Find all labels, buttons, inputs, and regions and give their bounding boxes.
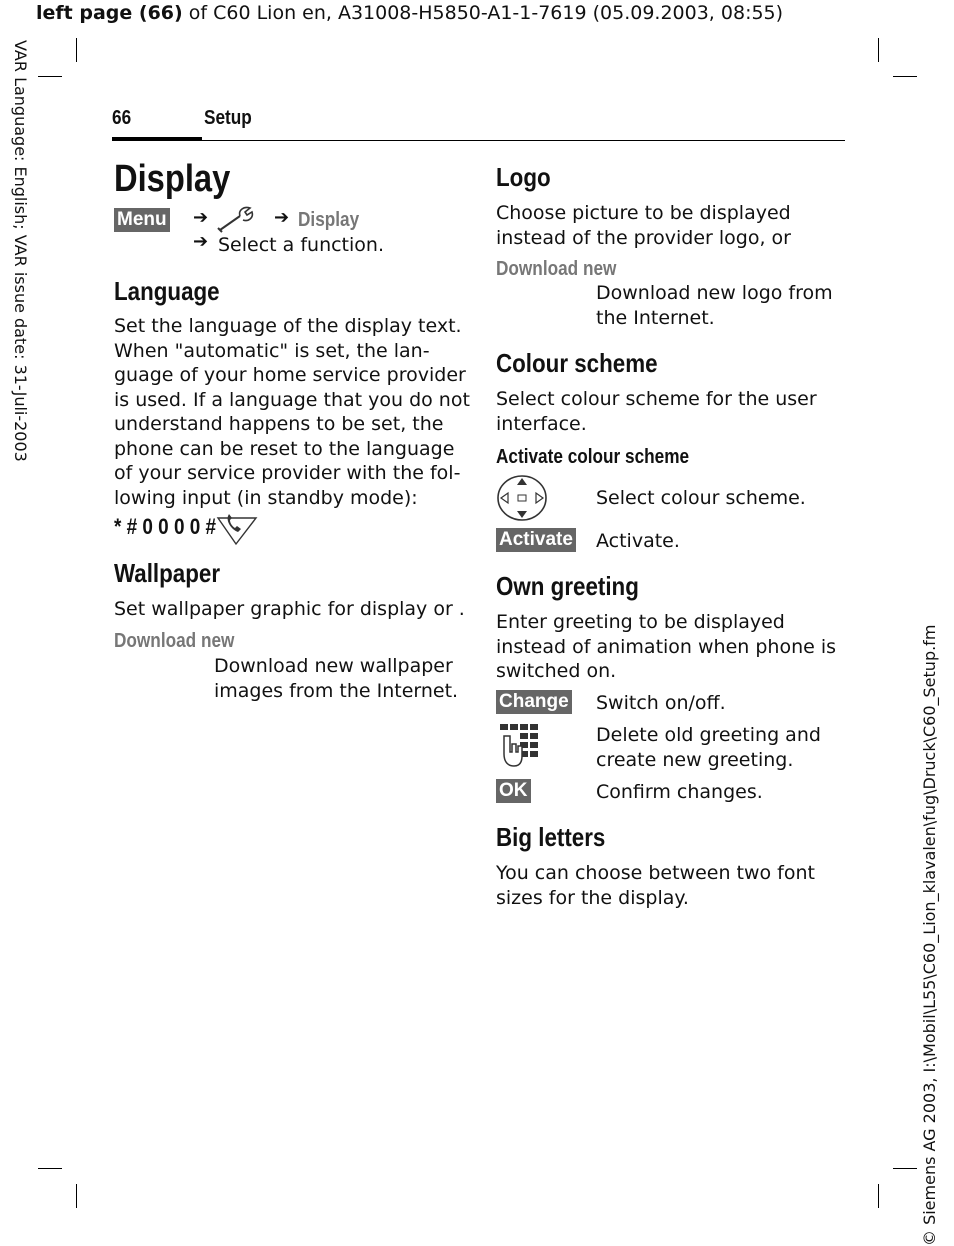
language-text: [114, 314, 474, 510]
text-line: instead of the provider logo, or: [496, 226, 791, 249]
text-line: of your service provider with the fol-: [114, 462, 461, 484]
menu-item-display: Display: [298, 209, 360, 231]
crop-mark: [893, 76, 917, 77]
arrow-icon: ➔: [193, 231, 209, 252]
big-letters-text: [496, 861, 815, 910]
text-line: interface.: [496, 412, 587, 435]
wallpaper-text: Set wallpaper graphic for display or .: [114, 598, 465, 620]
call-key-icon: [216, 512, 258, 550]
crop-mark: [38, 1168, 62, 1169]
text-line: lowing input (in standby mode):: [114, 486, 418, 509]
text-line: understand happens to be set, the: [114, 413, 444, 435]
nav-joystick-icon: [496, 474, 548, 526]
print-header-page: left page (66): [36, 2, 183, 24]
text-line: Select colour scheme for the user: [496, 388, 817, 410]
page-number: 66: [112, 107, 132, 129]
crop-mark: [76, 38, 77, 62]
text-line: Download new logo from: [596, 282, 833, 304]
arrow-icon: ➔: [274, 207, 290, 228]
option-download-new: Download new: [114, 630, 235, 652]
ok-key-label: OK: [496, 779, 531, 803]
arrow-icon: ➔: [193, 207, 209, 228]
activate-key-label: Activate: [496, 528, 576, 552]
heading-colour-scheme: Colour scheme: [496, 348, 658, 378]
crop-mark: [38, 76, 62, 77]
keypad-icon: [496, 722, 540, 774]
step-delete-greeting: [596, 723, 821, 772]
text-line: Set the language of the display text.: [114, 315, 462, 337]
crop-mark: [878, 1184, 879, 1208]
nav-instruction: Select a function.: [218, 234, 384, 256]
margin-left-label: VAR Language: English; VAR issue date: 31-Juli-2003: [11, 40, 30, 462]
change-key: [496, 690, 572, 714]
logo-text: [496, 201, 791, 250]
page-title: Display: [114, 158, 231, 200]
margin-right-label: © Siemens AG 2003, I:\Mobil\L55\C60_Lion_klavalen\fug\Druck\C60_Setup.fm: [920, 624, 939, 1246]
activate-key: [496, 528, 576, 552]
print-header: [36, 2, 783, 24]
step-switch: Switch on/off.: [596, 692, 726, 714]
colour-scheme-text: [496, 387, 817, 436]
text-line: sizes for the display.: [496, 886, 689, 909]
text-line: images from the Internet.: [214, 679, 459, 702]
option-download-new: Download new: [496, 258, 617, 280]
change-key-label: Change: [496, 690, 572, 714]
text-line: Choose picture to be displayed: [496, 202, 791, 224]
text-line: When "automatic" is set, the lan-: [114, 339, 430, 362]
header-rule-bold: [112, 137, 202, 141]
text-line: guage of your home service provider: [114, 364, 466, 386]
text-line: You can choose between two font: [496, 862, 815, 884]
text-line: Enter greeting to be displayed: [496, 611, 785, 633]
header-rule: [202, 140, 845, 141]
text-line: Delete old greeting and: [596, 724, 821, 746]
heading-big-letters: Big letters: [496, 822, 606, 852]
heading-language: Language: [114, 276, 220, 306]
text-line: create new greeting.: [596, 748, 794, 771]
step-confirm: Confirm changes.: [596, 781, 763, 803]
heading-wallpaper: Wallpaper: [114, 558, 221, 588]
text-line: phone can be reset to the language: [114, 437, 455, 460]
text-line: instead of animation when phone is: [496, 635, 837, 658]
text-line: switched on.: [496, 660, 617, 682]
menu-key-label: Menu: [114, 208, 170, 232]
step-activate: Activate.: [596, 530, 680, 552]
crop-mark: [878, 38, 879, 62]
menu-key: [114, 208, 170, 232]
section-title: Setup: [204, 107, 252, 129]
reset-code: * # 0 0 0 0 #: [114, 514, 217, 539]
own-greeting-text: [496, 610, 836, 684]
step-select-colour: Select colour scheme.: [596, 487, 806, 509]
crop-mark: [76, 1184, 77, 1208]
text-line: is used. If a language that you do not: [114, 388, 470, 411]
text-line: the Internet.: [596, 306, 715, 329]
crop-mark: [893, 1168, 917, 1169]
wallpaper-option-text: [214, 654, 458, 703]
heading-own-greeting: Own greeting: [496, 571, 639, 601]
heading-logo: Logo: [496, 162, 551, 192]
ok-key: [496, 779, 531, 803]
logo-option-text: [596, 281, 833, 330]
print-header-details: of C60 Lion en, A31008-H5850-A1-1-7619 (05.09.2003, 08:55): [182, 2, 784, 24]
text-line: Download new wallpaper: [214, 655, 453, 677]
subheading-activate-colour-scheme: Activate colour scheme: [496, 446, 690, 468]
